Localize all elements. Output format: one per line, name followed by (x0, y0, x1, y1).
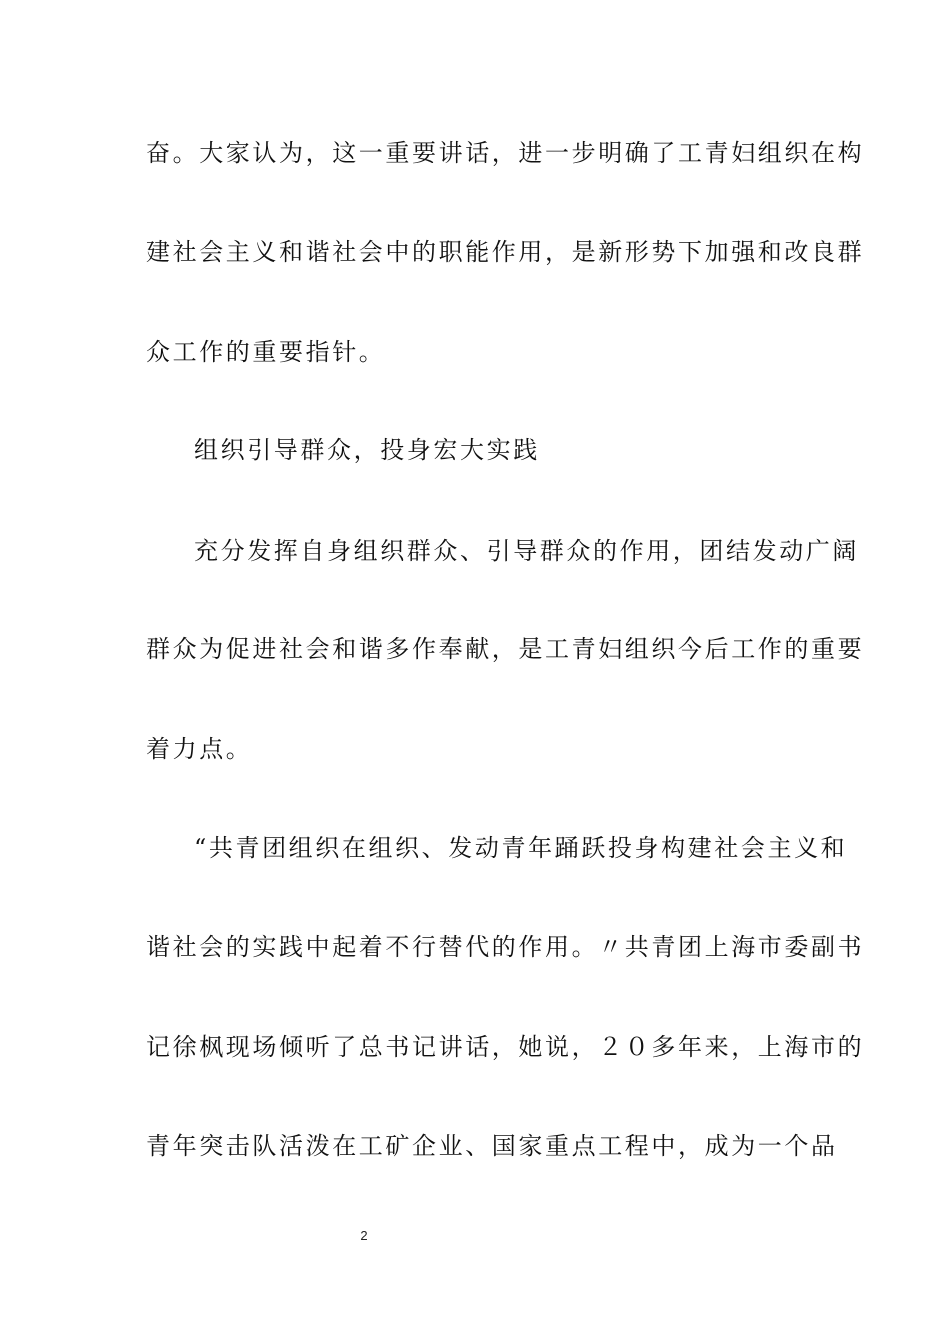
paragraph-line-10: 青年突击队活泼在工矿企业、国家重点工程中，成为一个品 (146, 1132, 838, 1160)
paragraph-line-3: 众工作的重要指针。 (146, 338, 386, 366)
paragraph-line-9: 记徐枫现场倾听了总书记讲话，她说，２０多年来，上海市的 (146, 1033, 865, 1061)
page-number: 2 (360, 1228, 368, 1243)
paragraph-line-8: 谐社会的实践中起着不行替代的作用。〃共青团上海市委副书 (146, 933, 865, 961)
section-heading: 组织引导群众，投身宏大实践 (194, 436, 540, 464)
paragraph-line-1: 奋。大家认为，这一重要讲话，进一步明确了工青妇组织在构 (146, 139, 865, 167)
paragraph-line-4: 充分发挥自身组织群众、引导群众的作用，团结发动广阔 (194, 537, 859, 565)
paragraph-line-6: 着力点。 (146, 735, 253, 763)
paragraph-line-5: 群众为促进社会和谐多作奉献，是工青妇组织今后工作的重要 (146, 635, 865, 663)
paragraph-line-7: “共青团组织在组织、发动青年踊跃投身构建社会主义和 (194, 834, 848, 862)
paragraph-line-2: 建社会主义和谐社会中的职能作用，是新形势下加强和改良群 (146, 238, 865, 266)
